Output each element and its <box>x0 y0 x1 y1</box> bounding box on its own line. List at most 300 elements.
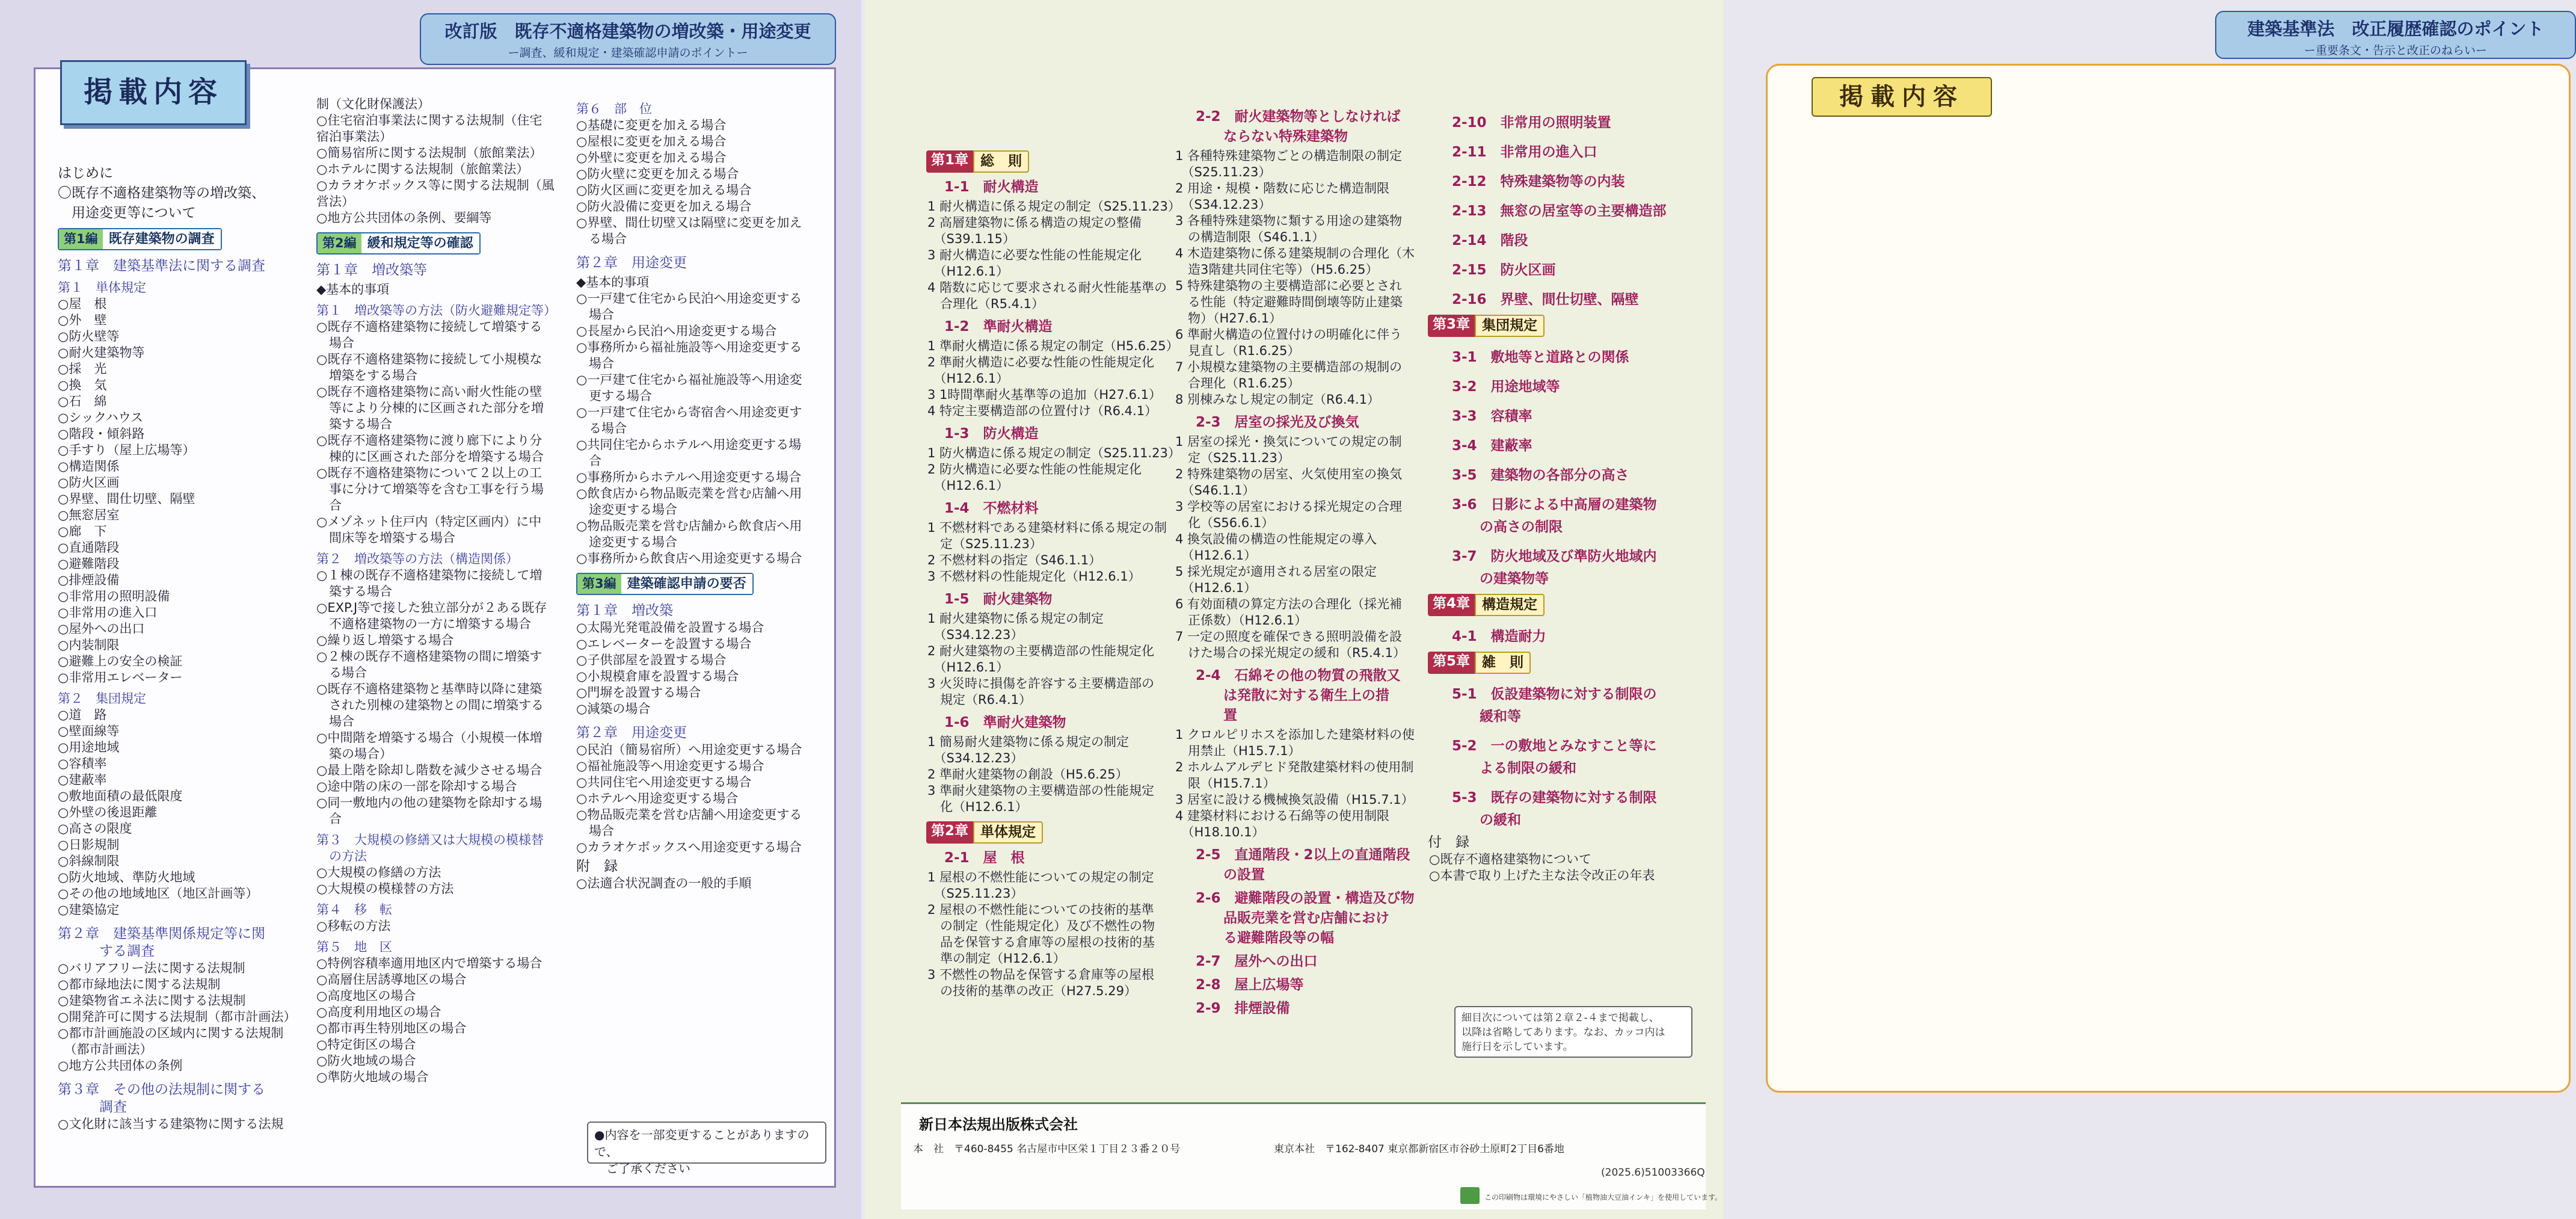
list-item: ○１棟の既存不適格建築物に接続して増 <box>316 568 543 582</box>
list-item: ○長屋から民泊へ用途変更する場合 <box>576 324 777 338</box>
list-item: ○２棟の既存不適格建築物の間に増築す <box>316 649 543 664</box>
left-note-box <box>587 1122 826 1176</box>
list-item: ○日影規制 <box>58 838 120 852</box>
list-item: ○高度利用地区の場合 <box>316 1005 441 1019</box>
list-item: 不適格建築物の一方に増築する場合 <box>316 617 531 631</box>
list-item: 1 耐火構造に係る規定の制定（S25.11.23） <box>927 199 1181 214</box>
subsection-heading: 2-4 石綿その他の物質の飛散又 <box>1196 668 1401 684</box>
list-item: ○排煙設備 <box>58 573 120 587</box>
part2-number: 第2編 <box>318 233 361 253</box>
subsection-heading: 置 <box>1196 708 1237 723</box>
intro-line: 用途変更等について <box>58 205 196 221</box>
list-item: 場合 <box>316 336 354 350</box>
chapter-tag <box>1428 315 1545 337</box>
list-item: ○門塀を設置する場合 <box>576 685 701 700</box>
right-book-header <box>2215 11 2576 59</box>
subsection-heading: 3-3 容積率 <box>1452 409 1532 424</box>
list-item: ○高さの限度 <box>58 821 132 836</box>
list-item: ○民泊（簡易宿所）へ用途変更する場合 <box>576 742 802 757</box>
list-item: （H12.6.1） <box>927 660 1009 674</box>
left-column-1-list <box>58 258 298 1132</box>
right-column-1 <box>926 144 1181 1047</box>
subsection-heading: 1-4 不燃材料 <box>944 501 1039 516</box>
chapter-heading: 第１章 増改築等 <box>316 262 427 278</box>
part3-tag <box>576 573 754 595</box>
subsection-heading: る避難階段等の幅 <box>1196 930 1334 946</box>
list-item: ○共同住宅からホテルへ用途変更する場 <box>576 437 802 452</box>
list-item: ○外 壁 <box>58 313 107 327</box>
list-item: 合 <box>316 498 342 513</box>
list-item: 場合 <box>576 824 614 838</box>
list-item: ○都市計画施設の区域内に関する法規制 <box>58 1026 284 1040</box>
chapter-title: 雑 則 <box>1475 652 1531 674</box>
list-item: 規定（R6.4.1） <box>927 693 1032 707</box>
list-item: ○飲食店から物品販売業を営む店舗へ用 <box>576 486 802 501</box>
list-item: （H18.10.1） <box>1175 825 1265 839</box>
list-item: 3 各種特殊建築物に類する用途の建築物 <box>1175 214 1403 228</box>
list-item: 1 クロルピリホスを添加した建築材料の使 <box>1175 727 1415 742</box>
list-item: 1 防火構造に係る規定の制定（S25.11.23） <box>927 446 1181 460</box>
intro-line: 〇既存不適格建築物等の増改築、 <box>58 185 265 201</box>
right-book-title: 建築基準法 改正履歴確認のポイント <box>2247 19 2544 39</box>
chapter-number: 第2章 <box>926 821 973 844</box>
list-item: ○耐火建築物等 <box>58 345 145 360</box>
left-book-subtitle: ー調査、緩和規定・建築確認申請のポイントー <box>508 46 748 60</box>
list-item: 1 各種特殊建築物ごとの構造制限の制定 <box>1175 149 1403 163</box>
list-item: ○一戸建て住宅から民泊へ用途変更する <box>576 291 802 306</box>
subsection-heading: 2-8 屋上広場等 <box>1196 977 1304 993</box>
right-note-line: 細目次については第２章２-４まで掲載し、 <box>1462 1012 1659 1024</box>
list-item: ○屋 根 <box>58 297 107 311</box>
list-item: された別棟の建築物との間に増築する <box>316 698 544 712</box>
list-item: ○既存不適格建築物と基準時以降に建築 <box>316 682 543 696</box>
list-item: ○事務所から飲食店へ用途変更する場合 <box>576 551 802 566</box>
list-item: 2 準耐火建築物の創設（H5.6.25） <box>927 767 1128 782</box>
subsection-heading: 2-11 非常用の進入口 <box>1452 144 1597 160</box>
list-item: 5 採光規定が適用される居室の限定 <box>1175 564 1377 579</box>
list-item: 7 小規模な建築物の主要構造部の規制の <box>1175 360 1403 374</box>
subsection-heading: 2-7 屋外への出口 <box>1196 954 1318 969</box>
list-item: ○防火地域、準防火地域 <box>58 870 195 884</box>
list-item: 合理化（R1.6.25） <box>1175 376 1300 390</box>
chapter-title: 構造規定 <box>1475 594 1545 616</box>
chapter-heading: 第１章 増改築 <box>576 603 673 619</box>
eco-ink-icon <box>1460 1187 1480 1204</box>
list-item: ○内装制限 <box>58 638 120 652</box>
list-item: 3 火災時に損傷を許容する主要構造部の <box>927 676 1155 691</box>
left-column-3-list-b <box>576 602 826 892</box>
list-item: ○採 光 <box>58 362 107 376</box>
chapter-title: 総 則 <box>973 150 1029 173</box>
list-item: ○最上階を除却し階数を減少させる場合 <box>316 763 543 777</box>
list-item: 場合 <box>576 307 614 322</box>
list-item: ○基礎に変更を加える場合 <box>576 118 727 132</box>
catalog-code: (2025.6)51003366Q <box>1601 1167 1705 1179</box>
list-item: ○ホテルへ用途変更する場合 <box>576 791 739 806</box>
subsection-heading: 1-1 耐火構造 <box>944 179 1039 195</box>
list-item: 事に分けて増築等を含む工事を行う場 <box>316 482 544 496</box>
subsection-heading: 品販売業を営む店舗におけ <box>1196 910 1389 926</box>
list-item: 等により分棟的に区画された部分を増 <box>316 401 544 415</box>
list-item: ○福祉施設等へ用途変更する場合 <box>576 759 764 773</box>
subsection-heading: の設置 <box>1196 867 1265 883</box>
list-item: 築の場合） <box>316 747 392 761</box>
list-item: 定（S25.11.23） <box>1175 451 1290 465</box>
list-item: 3 準耐火建築物の主要構造部の性能規定 <box>927 783 1155 798</box>
list-item: 宿泊事業法） <box>316 129 392 144</box>
list-item: ○非常用の進入口 <box>58 605 158 620</box>
list-item: ○高層住居誘導地区の場合 <box>316 972 467 987</box>
list-item: 1 簡易耐火建築物に係る規定の制定 <box>927 735 1130 749</box>
list-item: ○共同住宅へ用途変更する場合 <box>576 775 752 789</box>
subsection-heading: は発散に対する衛生上の措 <box>1196 688 1389 703</box>
section-heading: 第２ 集団規定 <box>58 691 146 706</box>
eco-ink-notice: この印刷物は環境にやさしい「植物油大豆油インキ」を使用しています。 <box>1484 1193 1723 1202</box>
list-item: 4 建築材料における石綿等の使用制限 <box>1175 809 1390 823</box>
list-item: ○シックハウス <box>58 410 144 425</box>
list-item: 正係数）（H12.6.1） <box>1175 613 1308 628</box>
list-item: 増築をする場合 <box>316 368 417 383</box>
list-item: ○EXP.J等で接した独立部分が２ある既存 <box>316 600 547 615</box>
list-item: ○手すり（屋上広場等） <box>58 443 195 457</box>
list-item: ○一戸建て住宅から福祉施設等へ用途変 <box>576 372 802 387</box>
subsection-heading: 3-5 建築物の各部分の高さ <box>1452 468 1629 483</box>
subsection-heading: 5-2 一の敷地とみなすこと等に <box>1452 738 1657 754</box>
publisher-name: 新日本法規出版株式会社 <box>919 1116 1078 1133</box>
list-item: 2 ホルムアルデヒド発散建築材料の使用制 <box>1175 760 1414 774</box>
list-item: （H12.6.1） <box>1175 581 1257 595</box>
right-note-box <box>1454 1006 1692 1058</box>
subsection-heading: 1-5 耐火建築物 <box>944 591 1053 607</box>
section-heading: 第２ 増改築等の方法（構造関係） <box>316 552 518 566</box>
list-item: ○防火区画 <box>58 475 120 490</box>
list-item: 更する場合 <box>576 389 652 403</box>
list-item: ○建築物省エネ法に関する法規制 <box>58 993 246 1008</box>
chapter-tag <box>926 821 1043 844</box>
chapter-number: 第1章 <box>926 150 973 173</box>
subsection-heading: 2-9 排煙設備 <box>1196 1001 1290 1016</box>
list-item: ○地方公共団体の条例、要綱等 <box>316 211 492 225</box>
subsection-heading: 2-10 非常用の照明装置 <box>1452 115 1611 131</box>
list-item: ○既存不適格建築物に渡り廊下により分 <box>316 433 543 448</box>
chapter-title: 単体規定 <box>973 821 1043 844</box>
list-item: ○外壁に変更を加える場合 <box>576 150 727 165</box>
list-item: ○容積率 <box>58 756 107 771</box>
list-item: 8 別棟みなし規定の制定（R6.4.1） <box>1175 392 1380 407</box>
list-item: ○建蔽率 <box>58 773 107 787</box>
list-item: 3 不燃性の物品を保管する倉庫等の屋根 <box>927 967 1155 982</box>
list-item: （S34.12.23） <box>927 751 1024 765</box>
list-item: （H12.6.1） <box>1175 548 1257 563</box>
list-item: ○途中階の床の一部を除却する場合 <box>316 779 517 794</box>
list-item: ○非常用の照明設備 <box>58 589 170 603</box>
list-item: ○石 綿 <box>58 394 107 409</box>
list-item: ○特例容積率適用地区内で増築する場合 <box>316 956 543 971</box>
list-item: ○避難上の安全の検証 <box>58 654 183 668</box>
part1-tag <box>58 228 222 250</box>
chapter-number: 第3章 <box>1428 315 1475 337</box>
list-item: ○準防火地域の場合 <box>316 1070 429 1084</box>
section-heading: 第１ 増改築等の方法（防火避難規定等） <box>316 303 556 318</box>
left-note-line: ご了承ください <box>594 1161 690 1176</box>
subsection-heading: 3-6 日影による中高層の建築物 <box>1452 497 1657 513</box>
list-item: の構造制限（S46.1.1） <box>1175 230 1325 244</box>
list-item: 化（S56.6.1） <box>1175 516 1274 530</box>
list-item: ○エレベーターを設置する場合 <box>576 637 752 651</box>
tokyo-office-address: 東京本社 〒162-8407 東京都新宿区市谷砂土原町2丁目6番地 <box>1274 1143 1564 1155</box>
subsection-heading: よる制限の緩和 <box>1452 761 1576 776</box>
list-item: ○事務所からホテルへ用途変更する場合 <box>576 470 802 484</box>
list-item: る性能（特定避難時間倒壊等防止建築 <box>1175 295 1403 309</box>
list-item: ○防火地域の場合 <box>316 1054 416 1068</box>
list-item: ○防火壁等 <box>58 329 120 344</box>
subsection-heading: 2-1 屋 根 <box>944 850 1025 866</box>
subsection-heading: 4-1 構造耐力 <box>1452 629 1546 644</box>
publisher-footer <box>901 1102 1723 1209</box>
list-item: ○道 路 <box>58 708 107 722</box>
list-item: ○カラオケボックスへ用途変更する場合 <box>576 840 802 854</box>
left-note-line: ●内容を一部変更することがありますので、 <box>594 1128 810 1159</box>
list-item: ○住宅宿泊事業法に関する法規制（住宅 <box>316 113 543 128</box>
list-item: 用禁止（H15.7.1） <box>1175 744 1301 758</box>
list-item: ○その他の地域地区（地区計画等） <box>58 886 259 901</box>
list-item: 4 換気設備の構造の性能規定の導入 <box>1175 532 1377 546</box>
list-item: 造3階建共同住宅等）（H5.6.25） <box>1175 262 1379 277</box>
subsection-heading: ならない特殊建築物 <box>1196 129 1348 144</box>
chapter-heading: 第３章 その他の法規制に関する <box>58 1082 265 1097</box>
list-item: ○無窓居室 <box>58 508 120 522</box>
list-item: る場合 <box>316 665 367 680</box>
chapter-heading: する調査 <box>58 943 155 959</box>
list-item: 限（H15.7.1） <box>1175 776 1276 791</box>
list-item: 6 有効面積の算定方法の合理化（採光補 <box>1175 597 1403 611</box>
left-column-2-list-a <box>316 96 565 226</box>
list-item: ○屋根に変更を加える場合 <box>576 134 727 149</box>
chapter-heading: 第２章 用途変更 <box>576 255 687 271</box>
list-item: 1 耐火建築物に係る規定の制定 <box>927 611 1104 626</box>
list-item: 途変更する場合 <box>576 502 677 517</box>
list-item: 1 準耐火構造に係る規定の制定（H5.6.25） <box>927 339 1179 353</box>
list-item: ○大規模の模様替の方法 <box>316 881 454 896</box>
right-contents-frame <box>1766 64 2571 1093</box>
list-item: ○バリアフリー法に関する法規制 <box>58 961 245 975</box>
basic-heading: ◆基本的事項 <box>316 282 390 297</box>
subsection-heading: 5-1 仮設建築物に対する制限の <box>1452 687 1657 702</box>
subsection-heading: 2-15 防火区画 <box>1452 262 1556 278</box>
subsection-heading: 2-5 直通階段・2以上の直通階段 <box>1196 847 1410 863</box>
list-item: 物）（H27.6.1） <box>1175 311 1282 326</box>
part2-tag <box>316 232 481 255</box>
subsection-heading: 3-1 敷地等と道路との関係 <box>1452 350 1629 365</box>
right-column-2 <box>1174 102 1422 1053</box>
left-column-3 <box>576 96 826 1167</box>
subsection-heading: 2-3 居室の採光及び換気 <box>1196 415 1359 430</box>
list-item: ○都市緑地法に関する法規制 <box>58 977 221 992</box>
list-item: ○移転の方法 <box>316 919 391 933</box>
list-item: （S39.1.15） <box>927 232 1015 246</box>
list-item: ○直通階段 <box>58 540 120 555</box>
list-item: （S25.11.23） <box>1175 165 1271 179</box>
list-item: （H12.6.1） <box>927 371 1009 386</box>
list-item: （H12.6.1） <box>927 264 1009 279</box>
section-heading: の方法 <box>316 849 367 863</box>
list-item: 3 居室に設ける機械換気設備（H15.7.1） <box>1175 792 1414 807</box>
list-item: ○地方公共団体の条例 <box>58 1058 183 1073</box>
list-item: る場合 <box>576 421 627 436</box>
subsection-heading: 2-12 特殊建築物等の内装 <box>1452 174 1625 190</box>
left-column-2-list-b <box>316 262 565 1085</box>
list-item: ○物品販売業を営む店舗から飲食店へ用 <box>576 519 802 533</box>
list-item: けた場合の採光規定の緩和（R5.4.1） <box>1175 646 1406 660</box>
left-column-2 <box>316 96 565 1167</box>
section-heading: 第４ 移 転 <box>316 903 392 917</box>
list-item: 2 防火構造に必要な性能の性能規定化 <box>927 462 1142 477</box>
part1-number: 第1編 <box>59 229 103 249</box>
list-item: 準の制定（H12.6.1） <box>927 951 1066 966</box>
subsection-heading: 5-3 既存の建築物に対する制限 <box>1452 790 1657 806</box>
list-item: ○既存不適格建築物に接続して小規模な <box>316 352 543 366</box>
right-book-subtitle: ー重要条文・告示と改正のねらいー <box>2304 44 2487 57</box>
list-item: る場合 <box>576 232 627 246</box>
list-item: ○小規模倉庫を設置する場合 <box>576 669 739 684</box>
list-item: ○既存不適格建築物について <box>1429 852 1591 866</box>
list-item: ○斜線制限 <box>58 854 120 868</box>
left-column-3-list-a <box>576 101 826 567</box>
list-item: ○界壁、間仕切壁又は隔壁に変更を加え <box>576 215 802 230</box>
list-item: ○子供部屋を設置する場合 <box>576 653 727 667</box>
subsection-heading: 2-14 階段 <box>1452 233 1528 248</box>
list-item: ○建築協定 <box>58 903 120 917</box>
right-contents-banner: 掲載内容 <box>1812 77 1992 117</box>
list-item: ○敷地面積の最低限度 <box>58 789 183 803</box>
list-item: 1 不燃材料である建築材料に係る規定の制 <box>927 520 1167 535</box>
left-column-1 <box>58 162 298 1167</box>
list-item: ○本書で取り上げた主な法令改正の年表 <box>1429 868 1655 883</box>
list-item: ○換 気 <box>58 378 107 392</box>
list-item: 合 <box>576 454 601 468</box>
list-item: ○法適合状況調査の一般的手順 <box>576 876 752 890</box>
part2-title: 緩和規定等の確認 <box>361 233 479 253</box>
list-item: ○防火壁に変更を加える場合 <box>576 167 739 181</box>
chapter-tag <box>1428 652 1531 674</box>
chapter-heading: 第２章 用途変更 <box>576 725 687 741</box>
list-item: ○繰り返し増築する場合 <box>316 633 454 647</box>
list-item: ○大規模の修繕の方法 <box>316 865 441 880</box>
section-heading: 第６ 部 位 <box>576 102 652 116</box>
list-item: 1 居室の採光・換気についての規定の制 <box>1175 434 1402 449</box>
list-item: ○高度地区の場合 <box>316 989 416 1003</box>
list-item: 2 用途・規模・階数に応じた構造制限 <box>1175 181 1390 196</box>
right-note-line: 施行日を示しています。 <box>1462 1041 1573 1053</box>
chapter-heading: 調査 <box>58 1099 127 1115</box>
list-item: 場合 <box>576 356 614 371</box>
list-item: ○既存不適格建築物に接続して増築する <box>316 319 543 334</box>
list-item: ○文化財に該当する建築物に関する法規 <box>58 1117 284 1131</box>
list-item: ○階段・傾斜路 <box>58 427 145 441</box>
list-item: 6 準耐火構造の位置付けの明確化に伴う <box>1175 327 1403 342</box>
list-item: ○中間階を増築する場合（小規模一体増 <box>316 730 543 745</box>
list-item: ○外壁の後退距離 <box>58 805 158 819</box>
list-item: 品を保管する倉庫等の屋根の技術的基 <box>927 935 1155 949</box>
list-item: 3 1時間準耐火基準等の追加（H27.6.1） <box>927 387 1161 402</box>
list-item: 途変更する場合 <box>576 535 677 549</box>
list-item: ○防火設備に変更を加える場合 <box>576 199 752 214</box>
list-item: 場合 <box>316 714 354 729</box>
chapter-title: 集団規定 <box>1475 315 1545 337</box>
list-item: ○一戸建て住宅から寄宿舎へ用途変更す <box>576 405 802 419</box>
right-note-line: 以降は省略してあります。なお、カッコ内は <box>1462 1026 1665 1038</box>
subsection-heading: 3-7 防火地域及び準防火地域内 <box>1452 549 1657 564</box>
list-item: ○界壁、間仕切壁、隔壁 <box>58 492 195 506</box>
list-item: 築する場合 <box>316 417 392 431</box>
left-book-header <box>420 13 836 65</box>
list-item: ○非常用エレベーター <box>58 670 183 685</box>
list-item: ○廊 下 <box>58 524 107 539</box>
list-item: ○特定街区の場合 <box>316 1037 416 1052</box>
list-item: ○太陽光発電設備を設置する場合 <box>576 620 764 635</box>
section-heading: 第３ 大規模の修繕又は大規模の模様替 <box>316 833 544 847</box>
list-item: 築する場合 <box>316 584 392 599</box>
list-item: （都市計画法） <box>58 1042 153 1057</box>
list-item: 合理化（R5.4.1） <box>927 297 1045 311</box>
list-item: 2 高層建築物に係る構造の規定の整備 <box>927 215 1142 230</box>
list-item: 4 木造建築物に係る建築規制の合理化（木 <box>1175 246 1415 261</box>
list-item: ○都市再生特別地区の場合 <box>316 1021 467 1035</box>
list-item: 2 屋根の不燃性能についての技術的基準 <box>927 903 1154 917</box>
list-item: 間床等を増築する場合 <box>316 531 455 545</box>
list-item: 合 <box>316 812 342 826</box>
list-item: （S25.11.23） <box>927 886 1024 901</box>
intro-line: はじめに <box>58 165 113 181</box>
list-item: 2 不燃材料の指定（S46.1.1） <box>927 553 1102 567</box>
subsection-heading: の高さの制限 <box>1452 519 1563 535</box>
left-page <box>0 0 861 1219</box>
chapter-number: 第4章 <box>1428 594 1475 616</box>
list-item: ○開発許可に関する法規制（都市計画法） <box>58 1010 297 1024</box>
subsection-heading: 1-2 準耐火構造 <box>944 319 1053 335</box>
chapter-heading: 第１章 建築基準法に関する調査 <box>58 258 265 274</box>
list-item: 定（S25.11.23） <box>927 537 1042 551</box>
list-item: 見直し（R1.6.25） <box>1175 344 1300 358</box>
list-item: ○避難階段 <box>58 557 120 571</box>
subsection-heading: 2-16 界壁、間仕切壁、隔壁 <box>1452 292 1639 307</box>
list-item: 7 一定の照度を確保できる照明設備を設 <box>1175 629 1403 644</box>
section-heading: 第１ 単体規定 <box>58 280 146 295</box>
list-item: 4 特定主要構造部の位置付け（R6.4.1） <box>927 404 1158 418</box>
section-heading: 第５ 地 区 <box>316 940 392 954</box>
list-item: （S34.12.23） <box>1175 197 1271 212</box>
chapter-number: 第5章 <box>1428 652 1475 674</box>
list-item: 制（文化財保護法） <box>316 97 430 111</box>
subsection-heading: 1-3 防火構造 <box>944 426 1039 442</box>
subsection-heading: 1-6 準耐火建築物 <box>944 715 1066 730</box>
list-item: ○簡易宿所に関する法規制（旅館業法） <box>316 146 543 160</box>
head-office-address: 本 社 〒460-8455 名古屋市中区栄１丁目２３番２０号 <box>913 1143 1181 1155</box>
right-column-3 <box>1428 102 1698 1053</box>
list-item: ○防火区画に変更を加える場合 <box>576 183 752 197</box>
list-item: ○構造関係 <box>58 459 120 474</box>
list-item: の制定（性能規定化）及び不燃性の物 <box>927 919 1155 933</box>
list-item: （S46.1.1） <box>1175 483 1255 498</box>
chapter-tag <box>926 150 1029 173</box>
part1-title: 既存建築物の調査 <box>103 229 221 249</box>
subsection-heading: 3-4 建蔽率 <box>1452 438 1532 454</box>
list-item: ○屋外への出口 <box>58 622 145 636</box>
plain-heading: 附 録 <box>576 859 618 874</box>
list-item: 2 特殊建築物の居室、火気使用室の換気 <box>1175 467 1403 481</box>
subsection-heading: の緩和 <box>1452 812 1521 828</box>
subsection-heading: 2-2 耐火建築物等としなければ <box>1196 109 1401 125</box>
